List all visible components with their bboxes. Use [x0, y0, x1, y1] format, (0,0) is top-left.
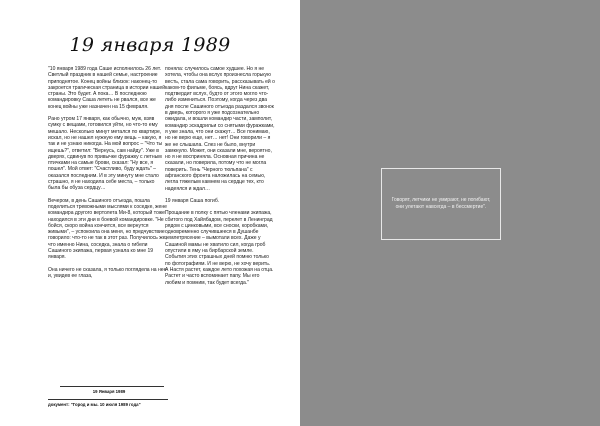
quote-text: Говорят, летчики не умирают, не погибают, они улетают навсегда – в бессмертие". [391, 197, 491, 210]
paragraph: поняла: случилось самое худшее. Но я не хотела, чтобы она вслух произнесла горькую весть, стала сама говорить, рассказывать ей о каком-то фильме, боясь, вдруг Нина скажет, подтвердит вслух, будто от этого могло что-либо измениться. Поэтому, когда через два дня после Сашиного отъезда раздался звонок в дверь, которого я уже подсознательно ожидала, и вошли командир части, замполит, командир эскадрильи со снятыми фуражками, я уже знала, что они скажут… Все понимаю, но не верю еще, нет… нет! Они говорили – я же не слышала. Слез не было, внутри замкнуло. Может, они сказали мне, вероятно, но я не восприняла. Основная причина не сказали, но поверила, потому что не могла поверить. Тень "Черного тюльпана" с афганского фронта наложилась на семью, легла тяжелым камнем на сердце тех, кто надеялся и ждал… [165, 66, 275, 192]
text-column-left [48, 66, 168, 285]
footnote-divider [48, 399, 168, 400]
footnote-date: 19 Января 1989 [92, 389, 126, 394]
paragraph: Она ничего не сказала, я только поглядела на нее и, увидев ее глаза, [48, 266, 167, 279]
quote-box [381, 168, 501, 240]
footnote-source: документ: "Город и мы. 10 июля 1989 года" [48, 402, 141, 407]
paragraph: Прощание в полку с пятью членами экипажа, сбитого под Хайябадом, перелет в Ленинград рядом с цинковыми, все сноски, коробками, одновременно случившееся в Душанбе землетрясение – вымотали всех. Даже у Сашиной мамы не хватило сил, когда гроб опустили в яму на бирбарской земле. События этих страшных дней помню только по фотографиям. И не верю, не хочу верить. А Настя растет, каждое лето похожая на отца. Растет и часто вспоминает папу. Мы его любим и помним, так будет всегда." [165, 210, 274, 286]
footnote [48, 386, 170, 407]
paragraph: Рано утром 17 января, как обычно, муж, взяв сумку с вещами, готовился уйти, но что-то ему мешало. Несколько минут метался по квартире, искал, но не нашел нужную ему вещь – какую, я так и не узнаю никогда. На мой вопрос – "Что ты ищешь?", ответил: "Вернусь, сам найду". Уже в дверях, сдвинув по привычке фуражку с летным птичками на самые брови, сказал: "Ну все, я пошел". Мой ответ: "Счастливо, буду ждать" – оказался последним. И в эту минуту мне стало страшно, я не находила себе места, – только была бы обуза сердцу… [48, 116, 163, 192]
paragraph: "10 января 1989 года Саше исполнилось 26 лет. Светлый праздник в нашей семье, настроение приподнятое. Конец войны близок: наконец-то закроется трагическая страница в истории нашей страны. Это будет. А пока… В последнюю командировку Саша лететь не рвался, все же конец войны уже назначен на 15 февраля. [48, 66, 166, 110]
text-column-right [165, 66, 275, 292]
paragraph: 19 января Саша погиб. [165, 197, 220, 204]
paragraph: Вечером, в день Сашиного отъезда, пошла поделиться тревожными мыслями к соседке, жене командира другого вертолета Ми-8, который тоже находился в эти дни в боевой командировке. "Не бойся, скоро война кончится, все вернутся живыми", – успокоила она меня, но предчувствие говорило: что-то не так в этот раз. Получилось же, что именно Нина, соседка, знала о гибели Сашиного экипажа, первая узнала ко мне 19 января. [48, 197, 167, 261]
page-title: 19 января 1989 [69, 34, 231, 56]
footnote-divider [60, 386, 164, 387]
